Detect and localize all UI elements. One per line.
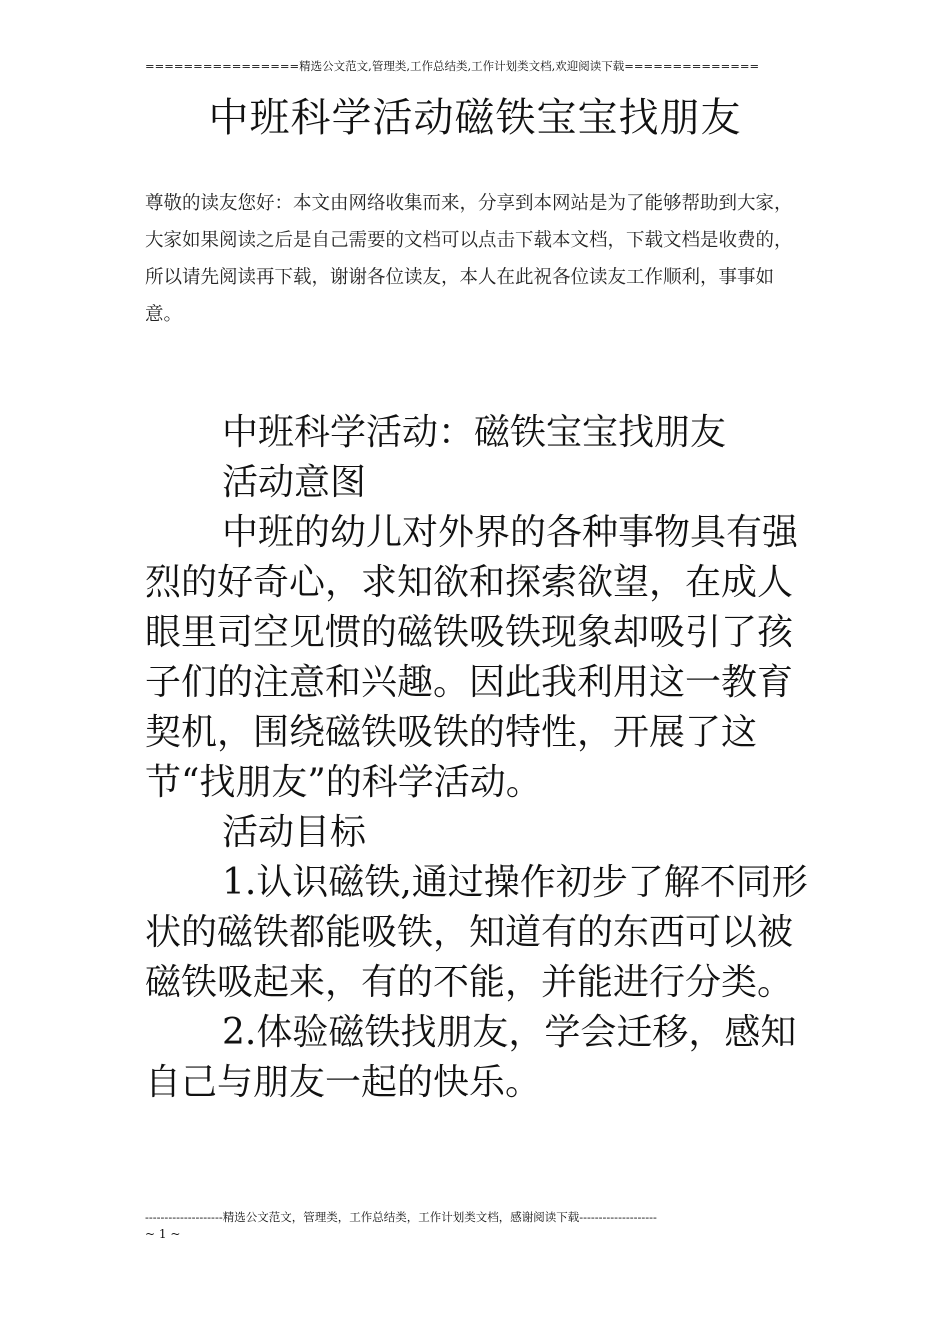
document-body <box>145 408 810 1108</box>
intro-paragraph: 尊敬的读友您好：本文由网络收集而来，分享到本网站是为了能够帮助到大家，大家如果阅读之后是自己需要的文档可以点击下载本文档，下载文档是收费的，所以请先阅读再下载，谢谢各位读友，本人在此祝各位读友工作顺利，事事如意。 <box>145 193 793 325</box>
footer-banner: --------------------精选公文范文，管理类，工作总结类，工作计划类文档，感谢阅读下载-------------------- <box>145 1210 657 1224</box>
header-banner: ================精选公文范文,管理类,工作总结类,工作计划类文档,欢迎阅读下载============== <box>145 59 760 73</box>
page-number: ~ 1 ~ <box>145 1227 181 1241</box>
document-title: 中班科学活动磁铁宝宝找朋友 <box>208 95 742 141</box>
goal-item-2: 2.体验磁铁找朋友，学会迁移，感知自己与朋友一起的快乐。 <box>145 1012 797 1103</box>
section-heading: 中班科学活动：磁铁宝宝找朋友 <box>222 412 727 453</box>
paragraph-intent: 中班的幼儿对外界的各种事物具有强烈的好奇心，求知欲和探索欲望，在成人眼里司空见惯的磁铁吸铁现象却吸引了孩子们的注意和兴趣。因此我利用这一教育契机，围绕磁铁吸铁的特性，开展了这节“找朋友”的科学活动。 <box>145 512 799 803</box>
goal-item-1: 1.认识磁铁,通过操作初步了解不同形状的磁铁都能吸铁，知道有的东西可以被磁铁吸起来，有的不能，并能进行分类。 <box>145 862 808 1003</box>
subheading-intent: 活动意图 <box>222 462 367 503</box>
subheading-goals: 活动目标 <box>222 812 367 853</box>
